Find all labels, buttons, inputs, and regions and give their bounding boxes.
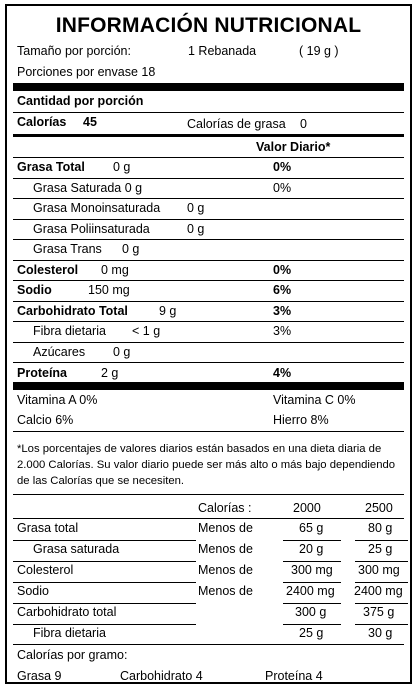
divider	[355, 603, 408, 604]
footnote-line-1: *Los porcentajes de valores diarios están basados en una dieta diaria de	[17, 443, 382, 455]
nutrient-monounsaturated-label: Grasa Monoinsaturada	[33, 201, 161, 215]
nutrient-sugars-label: Azúcares	[33, 345, 86, 359]
divider	[283, 582, 341, 583]
divider	[355, 582, 408, 583]
calories-value: 45	[83, 115, 97, 129]
nutrient-saturated-fat-label: Grasa Saturada 0 g	[33, 181, 143, 195]
reference-row-value-2500: 2400 mg	[354, 584, 403, 598]
divider-thick	[13, 382, 404, 390]
nutrient-saturated-fat-dv: 0%	[273, 181, 292, 195]
iron: Hierro 8%	[273, 413, 329, 427]
reference-row-value-2000: 25 g	[299, 626, 324, 640]
divider	[13, 198, 404, 199]
divider	[13, 260, 404, 261]
reference-calories-label: Calorías :	[198, 501, 252, 515]
reference-row-value-2000: 300 g	[295, 605, 327, 619]
calories-from-fat-label: Calorías de grasa	[187, 117, 286, 131]
reference-row-value-2500: 375 g	[363, 605, 395, 619]
nutrient-carbohydrate-amount: 9 g	[159, 304, 177, 318]
reference-calories-2000: 2000	[293, 501, 321, 515]
divider	[13, 342, 404, 343]
nutrient-sodium-dv: 6%	[273, 283, 292, 297]
nutrient-carbohydrate-label: Carbohidrato Total	[17, 304, 128, 318]
reference-row-qualifier: Menos de	[198, 542, 253, 556]
nutrient-polyunsaturated-amount: 0 g	[187, 222, 205, 236]
divider	[13, 494, 404, 495]
calories-per-gram-label: Calorías por gramo:	[17, 648, 128, 662]
divider	[355, 624, 408, 625]
calories-from-fat-value: 0	[300, 117, 307, 131]
reference-row-value-2000: 65 g	[299, 521, 324, 535]
nutrient-cholesterol-label: Colesterol	[17, 263, 79, 277]
nutrient-fiber-dv: 3%	[273, 324, 292, 338]
divider	[13, 239, 404, 240]
serving-size-value: 1 Rebanada	[188, 44, 257, 58]
divider	[283, 624, 341, 625]
nutrient-trans-fat-label: Grasa Trans	[33, 242, 102, 256]
serving-size-grams: ( 19 g )	[299, 44, 339, 58]
divider	[283, 561, 341, 562]
reference-row-value-2500: 300 mg	[358, 563, 400, 577]
nutrient-monounsaturated-amount: 0 g	[187, 201, 205, 215]
calories-per-gram-protein: Proteína 4	[265, 669, 323, 683]
nutrient-sodium-label: Sodio	[17, 283, 52, 297]
nutrient-fiber-amount: < 1 g	[132, 324, 161, 338]
calories-label: Calorías	[17, 115, 67, 129]
divider	[13, 518, 404, 519]
reference-row-qualifier: Menos de	[198, 584, 253, 598]
divider	[13, 561, 196, 562]
reference-row-label: Fibra dietaria	[33, 626, 106, 640]
nutrient-trans-fat-amount: 0 g	[122, 242, 140, 256]
divider	[13, 624, 196, 625]
divider-medium	[13, 134, 404, 137]
reference-calories-2500: 2500	[365, 501, 393, 515]
divider	[13, 582, 196, 583]
divider	[13, 431, 404, 432]
divider	[13, 362, 404, 363]
reference-row-value-2000: 300 mg	[291, 563, 333, 577]
nutrient-total-fat-dv: 0%	[273, 160, 292, 174]
footnote-line-2: 2.000 Calorías. Su valor diario puede ser más alto o más bajo dependiendo	[17, 459, 396, 471]
reference-row-label: Carbohidrato total	[17, 605, 117, 619]
reference-row-label: Colesterol	[17, 563, 74, 577]
divider	[13, 280, 404, 281]
nutrient-protein-amount: 2 g	[101, 366, 119, 380]
nutrient-cholesterol-amount: 0 mg	[101, 263, 129, 277]
vitamin-c: Vitamina C 0%	[273, 393, 356, 407]
reference-row-value-2000: 20 g	[299, 542, 324, 556]
divider-thick	[13, 83, 404, 91]
divider	[13, 540, 196, 541]
reference-row-qualifier: Menos de	[198, 521, 253, 535]
calories-per-gram-fat: Grasa 9	[17, 669, 62, 683]
footnote-line-3: de las Calorías que se necesiten.	[17, 475, 185, 487]
divider	[13, 178, 404, 179]
divider	[13, 157, 404, 158]
divider	[13, 112, 404, 113]
nutrient-carbohydrate-dv: 3%	[273, 304, 292, 318]
nutrient-protein-label: Proteína	[17, 366, 68, 380]
vitamin-a: Vitamina A 0%	[17, 393, 98, 407]
divider	[283, 603, 341, 604]
divider	[13, 603, 196, 604]
nutrient-sodium-amount: 150 mg	[88, 283, 130, 297]
reference-row-value-2500: 80 g	[368, 521, 393, 535]
divider	[13, 301, 404, 302]
reference-row-qualifier: Menos de	[198, 563, 253, 577]
divider	[283, 540, 341, 541]
amount-per-serving-header: Cantidad por porción	[17, 94, 144, 108]
divider	[355, 561, 408, 562]
divider	[13, 219, 404, 220]
servings-per-container: Porciones por envase 18	[17, 65, 156, 79]
nutrient-sugars-amount: 0 g	[113, 345, 131, 359]
nutrition-facts-panel	[5, 4, 412, 684]
reference-row-value-2500: 30 g	[368, 626, 393, 640]
nutrient-polyunsaturated-label: Grasa Poliinsaturada	[33, 222, 150, 236]
daily-value-header: Valor Diario*	[256, 140, 331, 154]
nutrient-fiber-label: Fibra dietaria	[33, 324, 106, 338]
serving-size-label: Tamaño por porción:	[17, 44, 131, 58]
divider	[13, 644, 404, 645]
nutrient-total-fat-label: Grasa Total	[17, 160, 85, 174]
reference-row-value-2500: 25 g	[368, 542, 393, 556]
calcium: Calcio 6%	[17, 413, 74, 427]
reference-row-label: Grasa saturada	[33, 542, 120, 556]
reference-row-label: Sodio	[17, 584, 49, 598]
reference-row-label: Grasa total	[17, 521, 79, 535]
label-title: INFORMACIÓN NUTRICIONAL	[55, 14, 362, 37]
calories-per-gram-carbohydrate: Carbohidrato 4	[120, 669, 203, 683]
nutrient-total-fat-amount: 0 g	[113, 160, 131, 174]
reference-row-value-2000: 2400 mg	[286, 584, 335, 598]
divider	[355, 540, 408, 541]
nutrient-protein-dv: 4%	[273, 366, 292, 380]
nutrient-cholesterol-dv: 0%	[273, 263, 292, 277]
divider	[13, 321, 404, 322]
